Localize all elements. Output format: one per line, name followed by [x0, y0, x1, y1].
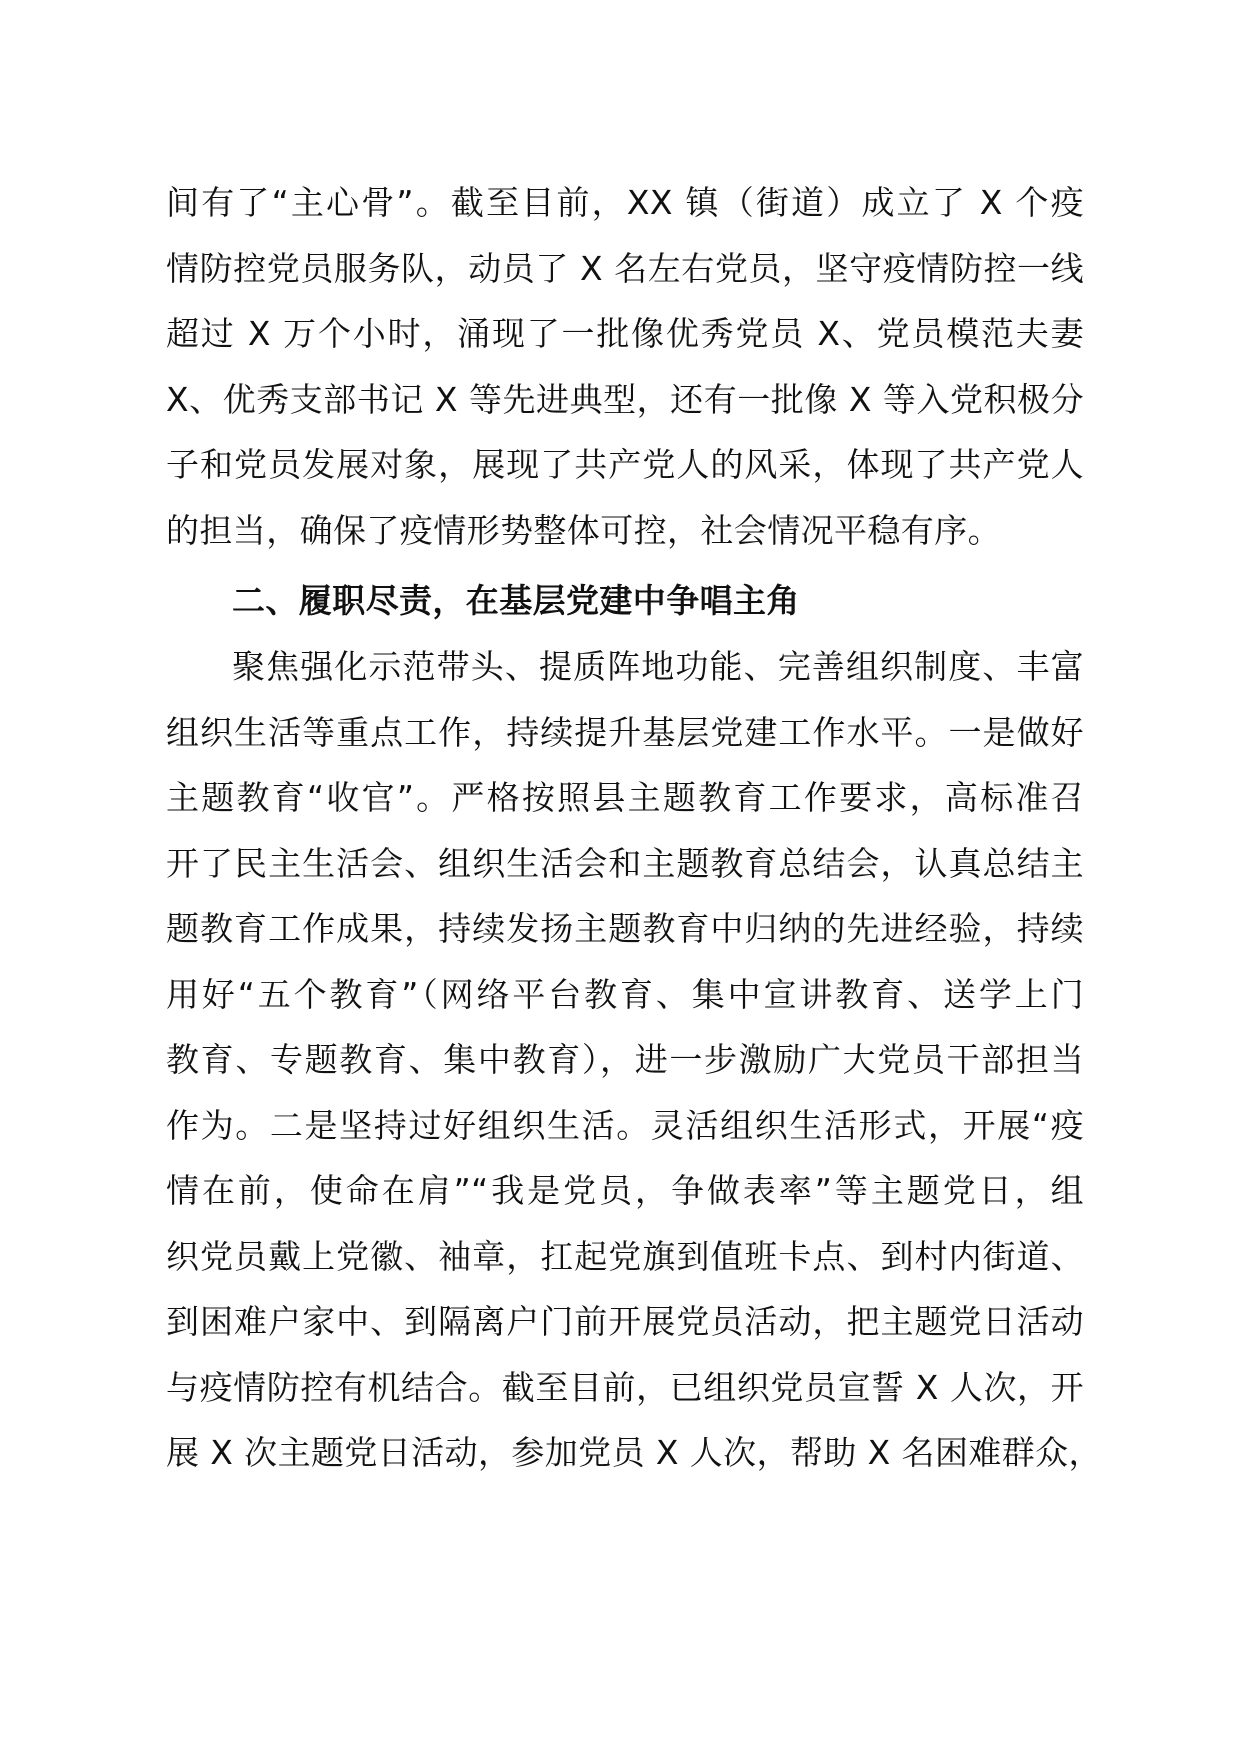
text-line: 教育、专题教育、集中教育），进一步激励广大党员干部担当	[166, 1040, 1084, 1079]
text-line: 题教育工作成果，持续发扬主题教育中归纳的先进经验，持续	[166, 909, 1084, 948]
text-line: 用好“五个教育”（网络平台教育、集中宣讲教育、送学上门	[166, 974, 1084, 1014]
text-line: 组织生活等重点工作，持续提升基层党建工作水平。一是做好	[166, 712, 1084, 752]
section-heading-block	[166, 568, 1084, 634]
text-line: 超过 X 万个小时，涌现了一批像优秀党员 X、党员模范夫妻	[166, 314, 1084, 353]
paragraph-main	[166, 634, 1102, 1486]
text-line: 织党员戴上党徽、袖章，扛起党旗到值班卡点、到村内街道、	[166, 1236, 1084, 1276]
text-line: 情在前，使命在肩”“我是党员，争做表率”等主题党日，组	[166, 1171, 1084, 1210]
text-line: 作为。二是坚持过好组织生活。灵活组织生活形式，开展“疫	[166, 1105, 1084, 1145]
text-line: 子和党员发展对象，展现了共产党人的风采，体现了共产党人	[166, 445, 1084, 484]
text-line: 情防控党员服务队，动员了 X 名左右党员，坚守疫情防控一线	[166, 248, 1084, 288]
text-line: 的担当，确保了疫情形势整体可控，社会情况平稳有序。	[166, 510, 1001, 550]
text-line: 到困难户家中、到隔离户门前开展党员活动，把主题党日活动	[166, 1302, 1084, 1341]
text-line: 主题教育“收官”。严格按照县主题教育工作要求，高标准召	[166, 778, 1084, 817]
paragraph-continued	[166, 170, 1084, 563]
text-line: 展 X 次主题党日活动，参加党员 X 人次，帮助 X 名困难群众，	[166, 1433, 1102, 1472]
text-line: X、优秀支部书记 X 等先进典型，还有一批像 X 等入党积极分	[166, 379, 1084, 419]
text-line: 开了民主生活会、组织生活会和主题教育总结会，认真总结主	[166, 843, 1084, 883]
text-line: 与疫情防控有机结合。截至目前，已组织党员宣誓 X 人次，开	[166, 1367, 1084, 1407]
text-line: 聚焦强化示范带头、提质阵地功能、完善组织制度、丰富	[232, 647, 1084, 686]
section-heading: 二、履职尽责，在基层党建中争唱主角	[232, 581, 800, 620]
text-line: 间有了“主心骨”。截至目前，XX 镇（街道）成立了 X 个疫	[166, 183, 1084, 222]
